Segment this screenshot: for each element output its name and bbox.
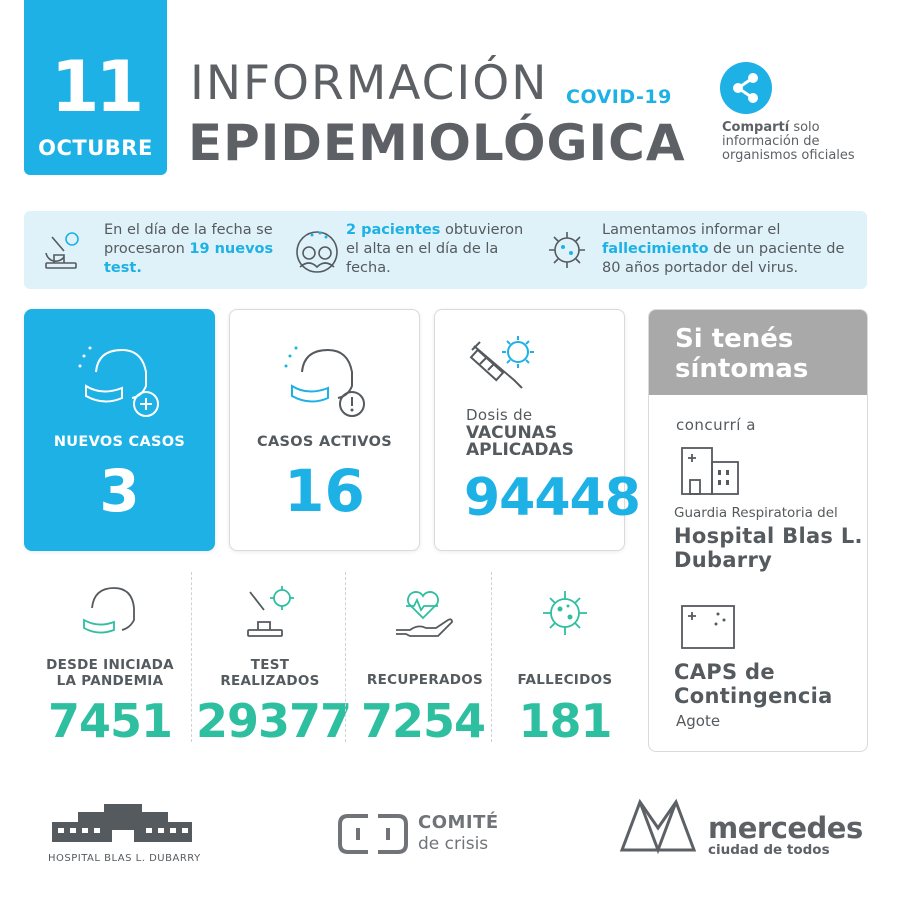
stat-label-recovered: RECUPERADOS: [366, 672, 484, 688]
new-cases-value: 3: [99, 457, 140, 525]
page-title-line1: INFORMACIÓN: [190, 56, 549, 111]
banner-discharges-highlight: 2 pacientes: [346, 222, 441, 238]
share-icon[interactable]: [720, 62, 772, 114]
caps-building-icon: [678, 602, 738, 650]
virus-icon: [542, 225, 592, 275]
stat-value-tests: 29377: [196, 694, 352, 748]
banner-tests: [104, 221, 284, 278]
symptoms-panel-title: Si tenés síntomas: [675, 324, 809, 384]
hospital-logo-icon: [48, 800, 198, 850]
symptoms-guardia-label: Guardia Respiratoria del: [674, 505, 838, 521]
page-title-line2: EPIDEMIOLÓGICA: [188, 114, 686, 172]
vaccines-dosis-label: Dosis de: [466, 406, 533, 424]
mercedes-logo-sub: ciudad de todos: [708, 842, 830, 858]
stat-label-deaths: FALLECIDOS: [517, 672, 613, 688]
masked-face-icon: [78, 584, 140, 642]
stat-label-tests: TEST REALIZADOS: [220, 657, 320, 689]
date-badge: [24, 0, 167, 175]
banner-discharges-text: obtuvieron el alta en el día de la fecha.: [346, 222, 524, 276]
masked-face-alert-icon: [282, 342, 372, 422]
symptoms-caps-address: Agote: [676, 712, 721, 730]
hospital-logo-text: HOSPITAL BLAS L. DUBARRY: [48, 853, 201, 864]
symptoms-hospital-name: Hospital Blas L. Dubarry: [674, 524, 863, 572]
microscope-icon: [238, 584, 300, 642]
banner-death-highlight: fallecimiento: [602, 241, 709, 257]
stats-divider: [345, 572, 346, 742]
stat-label-pandemic: DESDE INICIADA LA PANDEMIA: [46, 657, 174, 689]
banner-tests-highlight: 19 nuevos test.: [104, 241, 274, 276]
microscope-icon: [38, 225, 88, 275]
active-cases-value: 16: [284, 457, 365, 525]
syringe-virus-icon: [466, 334, 541, 394]
stat-value-pandemic: 7451: [47, 694, 173, 748]
vaccines-value: 94448: [464, 468, 640, 528]
virus-icon: [534, 584, 596, 642]
patients-icon: [292, 225, 342, 275]
symptoms-go-to-label: concurrí a: [676, 416, 756, 434]
banner-tests-text: En el día de la fecha se procesaron: [104, 222, 273, 257]
stats-divider: [491, 572, 492, 742]
share-note-rest: solo información de organismos oficiales: [722, 120, 855, 163]
info-banner: [24, 211, 867, 289]
comite-logo-sub: de crisis: [418, 834, 489, 854]
symptoms-panel-header: [649, 310, 867, 395]
date-month: OCTUBRE: [38, 136, 153, 160]
active-cases-label: CASOS ACTIVOS: [257, 434, 392, 450]
stat-value-recovered: 7254: [360, 694, 486, 748]
vaccines-label: VACUNAS APLICADAS: [466, 423, 574, 460]
stats-divider: [191, 572, 192, 742]
banner-death-text-after: de un paciente de 80 años portador del virus.: [602, 241, 845, 276]
banner-death: [602, 221, 857, 278]
mercedes-logo-icon: [618, 794, 698, 856]
symptoms-caps-name: CAPS de Contingencia: [674, 660, 833, 708]
new-cases-label: NUEVOS CASOS: [53, 434, 186, 450]
date-day: 11: [50, 46, 141, 128]
covid-tag: COVID-19: [566, 86, 672, 108]
mercedes-logo-main: mercedes: [708, 811, 863, 845]
masked-face-plus-icon: [76, 342, 166, 422]
stat-value-deaths: 181: [518, 694, 612, 748]
share-note-bold: Compartí: [722, 120, 790, 135]
hospital-building-icon: [678, 444, 742, 496]
banner-death-text-before: Lamentamos informar el: [602, 222, 781, 238]
heart-hand-icon: [392, 584, 454, 642]
banner-discharges: [346, 221, 526, 278]
comite-logo-main: COMITÉ: [418, 812, 499, 833]
comite-logo-icon: [336, 812, 410, 856]
share-note: [722, 121, 872, 163]
